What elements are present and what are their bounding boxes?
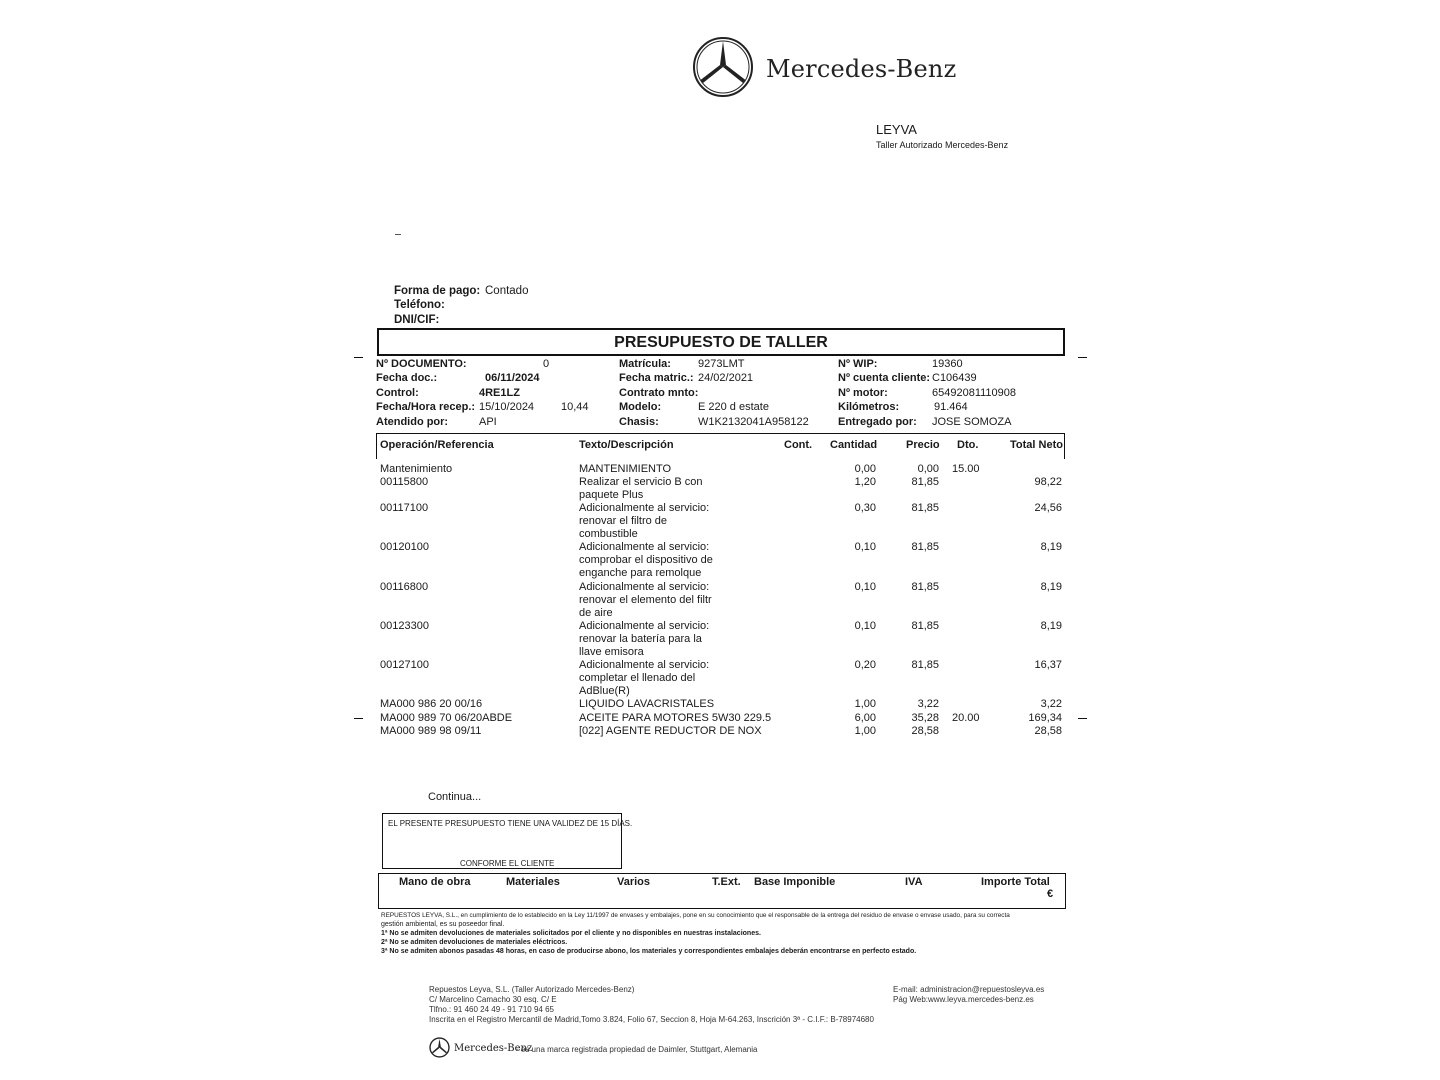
account-label: Nº cuenta cliente:: [838, 372, 931, 384]
col-description: Texto/Descripción: [579, 439, 674, 451]
row-quantity: 6,00: [854, 712, 876, 724]
doc-date-label: Fecha doc.:: [376, 372, 438, 384]
footer-line: Repuestos Leyva, S.L. (Taller Autorizado Mercedes-Benz): [429, 985, 635, 994]
dealer-subtitle: Taller Autorizado Mercedes-Benz: [876, 140, 1009, 150]
row-reference: 00123300: [380, 620, 429, 632]
margin-mark: [1078, 718, 1087, 719]
row-quantity: 0,30: [854, 502, 876, 514]
row-total: 169,34: [1028, 712, 1062, 724]
legal-line: 3ª No se admiten abonos pasadas 48 horas, en caso de producirse abono, los materiales y correspondientes embalajes deberán encontrarse en perfecto estado.: [381, 948, 917, 955]
row-description: [022] AGENTE REDUCTOR DE NOX: [579, 725, 762, 737]
legal-line: REPUESTOS LEYVA, S.L., en cumplimiento de lo establecido en la Ley 11/1997 de envases y embalajes, pone en su conocimiento que el responsable de la entrega del residuo de envase o envase usado, para su correcta: [381, 912, 1010, 919]
document-title: PRESUPUESTO DE TALLER: [614, 334, 828, 351]
row-quantity: 0,10: [854, 541, 876, 553]
payment-value: Contado: [485, 285, 529, 297]
doc-number-label: Nº DOCUMENTO:: [376, 358, 467, 370]
footer-brand: Mercedes-Benz: [454, 1043, 533, 1054]
row-discount: 20.00: [952, 712, 980, 724]
row-price: 81,85: [911, 476, 939, 488]
col-price: Precio: [906, 439, 940, 451]
row-description: comprobar el dispositivo de: [579, 554, 713, 566]
row-description: AdBlue(R): [579, 685, 630, 697]
phone-label: Teléfono:: [394, 299, 445, 311]
row-reference: 00115800: [380, 476, 429, 488]
row-price: 81,85: [911, 659, 939, 671]
row-total: 98,22: [1034, 476, 1062, 488]
contract-label: Contrato mnto:: [619, 387, 699, 399]
control-value: 4RE1LZ: [479, 387, 520, 399]
row-price: 0,00: [917, 463, 939, 475]
col-quantity: Cantidad: [830, 439, 878, 451]
row-reference: 00117100: [380, 502, 429, 514]
totals-grand-total: Importe Total: [981, 876, 1050, 888]
row-price: 81,85: [911, 581, 939, 593]
chassis-value: W1K2132041A958122: [698, 416, 809, 428]
doc-date-value: 06/11/2024: [485, 372, 540, 384]
mercedes-star-small-icon: [429, 1037, 450, 1058]
totals-various: Varios: [617, 876, 651, 888]
row-description: Realizar el servicio B con: [579, 476, 703, 488]
row-description: combustible: [579, 528, 638, 540]
delivered-label: Entregado por:: [838, 416, 917, 428]
footer-trademark: - es una marca registrada propiedad de Daimler, Stuttgart, Alemania: [516, 1045, 758, 1054]
km-label: Kilómetros:: [838, 401, 900, 413]
attended-value: API: [479, 416, 497, 428]
wip-value: 19360: [932, 358, 963, 370]
continua-text: Continua...: [428, 791, 482, 803]
footer-email[interactable]: E-mail: administracion@repuestosleyva.es: [893, 985, 1045, 994]
row-total: 3,22: [1040, 698, 1062, 710]
engine-value: 65492081110908: [932, 387, 1017, 399]
row-description: renovar la batería para la: [579, 633, 702, 645]
document-title-box: [377, 328, 1065, 356]
row-description: Adicionalmente al servicio:: [579, 581, 710, 593]
model-value: E 220 d estate: [698, 401, 769, 413]
row-quantity: 1,20: [854, 476, 876, 488]
row-reference: 00127100: [380, 659, 429, 671]
client-signature-label: CONFORME EL CLIENTE: [460, 859, 555, 868]
row-quantity: 0,10: [854, 581, 876, 593]
legal-notes: [381, 911, 1073, 956]
plate-label: Matrícula:: [619, 358, 671, 370]
footer-line: Tlfno.: 91 460 24 49 - 91 710 94 65: [429, 1005, 554, 1014]
row-price: 81,85: [911, 541, 939, 553]
totals-labour: Mano de obra: [399, 876, 471, 888]
footer-line: Inscrita en el Registro Mercantil de Madrid,Tomo 3.824, Folio 67, Seccion 8, Hoja M-64.263, Inscrición 3ª - C.I.F.: B-78974680: [429, 1015, 874, 1024]
mercedes-star-logo-icon: [692, 36, 754, 98]
row-price: 3,22: [917, 698, 939, 710]
model-label: Modelo:: [619, 401, 662, 413]
attended-label: Atendido por:: [376, 416, 449, 428]
row-reference: MA000 989 98 09/11: [380, 725, 482, 737]
row-reference: Mantenimiento: [380, 463, 453, 475]
reg-date-value: 24/02/2021: [698, 372, 754, 384]
legal-line: 2ª No se admiten devoluciones de materiales eléctricos.: [381, 939, 568, 946]
col-cont: Cont.: [784, 439, 813, 451]
totals-taxable-base: Base Imponible: [754, 876, 836, 888]
totals-currency: €: [1047, 888, 1054, 900]
row-quantity: 0,20: [854, 659, 876, 671]
row-description: de aire: [579, 607, 613, 619]
row-description: LIQUIDO LAVACRISTALES: [579, 698, 715, 710]
row-total: 16,37: [1034, 659, 1062, 671]
row-total: 28,58: [1034, 725, 1062, 737]
row-price: 81,85: [911, 502, 939, 514]
totals-materials: Materiales: [506, 876, 560, 888]
margin-mark: [354, 357, 363, 358]
row-price: 35,28: [911, 712, 939, 724]
doc-number-value: 0: [543, 358, 550, 370]
totals-vat: IVA: [905, 876, 923, 888]
row-quantity: 0,00: [854, 463, 876, 475]
reg-date-label: Fecha matric.:: [619, 372, 694, 384]
row-discount: 15.00: [952, 463, 980, 475]
footer-contact: [893, 985, 1044, 1005]
row-description: llave emisora: [579, 646, 644, 658]
wip-label: Nº WIP:: [838, 358, 878, 370]
brand-name: Mercedes-Benz: [766, 55, 957, 83]
account-value: C106439: [932, 372, 977, 384]
row-description: completar el llenado del: [579, 672, 696, 684]
reception-label: Fecha/Hora recep.:: [376, 401, 476, 413]
margin-mark: [1078, 357, 1087, 358]
reception-time: 10,44: [561, 401, 589, 413]
plate-value: 9273LMT: [698, 358, 745, 370]
row-description: ACEITE PARA MOTORES 5W30 229.5: [579, 712, 772, 724]
row-reference: 00116800: [380, 581, 429, 593]
row-quantity: 1,00: [854, 698, 876, 710]
row-description: Adicionalmente al servicio:: [579, 502, 710, 514]
legal-line: gestión ambiental, es su poseedor final.: [381, 921, 505, 928]
row-description: renovar el filtro de: [579, 515, 668, 527]
control-label: Control:: [376, 387, 419, 399]
row-description: enganche para remolque: [579, 567, 702, 579]
validity-box: [382, 813, 633, 869]
row-quantity: 0,10: [854, 620, 876, 632]
margin-mark: [354, 718, 363, 719]
row-total: 8,19: [1040, 541, 1062, 553]
km-value: 91.464: [934, 401, 968, 413]
row-description: paquete Plus: [579, 489, 644, 501]
footer-line: C/ Marcelino Camacho 30 esq. C/ E: [429, 995, 557, 1004]
reception-date: 15/10/2024: [479, 401, 535, 413]
payment-label: Forma de pago:: [394, 285, 481, 297]
row-reference: 00120100: [380, 541, 429, 553]
row-description: Adicionalmente al servicio:: [579, 541, 710, 553]
col-total: Total Neto: [1010, 439, 1063, 451]
row-price: 28,58: [911, 725, 939, 737]
totals-text: T.Ext.: [712, 876, 741, 888]
row-total: 8,19: [1040, 620, 1062, 632]
row-description: Adicionalmente al servicio:: [579, 659, 710, 671]
dealer-name: LEYVA: [876, 122, 917, 137]
chassis-label: Chasis:: [619, 416, 659, 428]
row-total: 24,56: [1034, 502, 1062, 514]
scan-mark: [395, 234, 401, 235]
row-reference: MA000 989 70 06/20ABDE: [380, 712, 513, 724]
row-description: MANTENIMIENTO: [579, 463, 672, 475]
row-quantity: 1,00: [854, 725, 876, 737]
row-description: Adicionalmente al servicio:: [579, 620, 710, 632]
legal-line: 1ª No se admiten devoluciones de materiales solicitados por el cliente y no disponibles en nuestras instalaciones.: [381, 930, 761, 937]
footer-company-info: [429, 985, 874, 1025]
id-label: DNI/CIF:: [394, 314, 440, 326]
col-operation: Operación/Referencia: [380, 439, 494, 451]
engine-label: Nº motor:: [838, 387, 888, 399]
row-total: 8,19: [1040, 581, 1062, 593]
delivered-value: JOSE SOMOZA: [932, 416, 1012, 428]
row-description: renovar el elemento del filtr: [579, 594, 712, 606]
row-reference: MA000 986 20 00/16: [380, 698, 483, 710]
row-price: 81,85: [911, 620, 939, 632]
col-discount: Dto.: [957, 439, 979, 451]
footer-website[interactable]: Pág Web:www.leyva.mercedes-benz.es: [893, 995, 1034, 1004]
validity-text: EL PRESENTE PRESUPUESTO TIENE UNA VALIDEZ DE 15 DÍAS.: [388, 819, 633, 828]
